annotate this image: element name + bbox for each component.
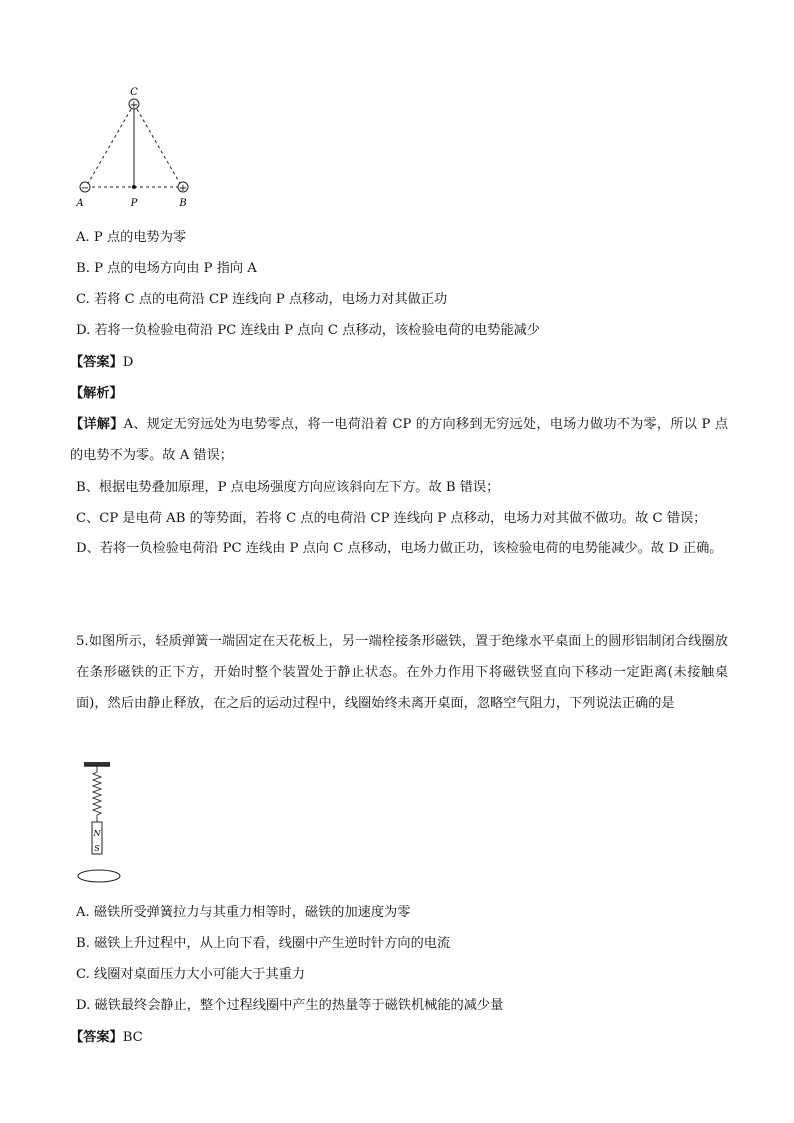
aluminum-coil: [78, 870, 120, 882]
q5-answer-value: BC: [122, 1030, 143, 1045]
magnet-n-label: N: [93, 829, 101, 838]
charge-c-sign: +: [129, 100, 139, 111]
label-p: P: [130, 198, 138, 209]
q4-option-c: C. 若将 C 点的电荷沿 CP 连线向 P 点移动，电场力对其做正功: [76, 292, 448, 307]
q4-option-a: A. P 点的电势为零: [76, 230, 187, 245]
spring-coil: [93, 766, 101, 822]
charge-triangle-figure: [70, 84, 210, 214]
q5-option-d: D. 磁铁最终会静止，整个过程线圈中产生的热量等于磁铁机械能的减少量: [76, 998, 504, 1013]
q4-detail-d: D、若将一负检验电荷沿 PC 连线由 P 点向 C 点移动，电场力做正功，该检验电荷的电势能减少。故 D 正确。: [76, 541, 723, 556]
q5-option-c: C. 线圈对桌面压力大小可能大于其重力: [76, 967, 306, 982]
q4-detail-tag: 【详解】: [70, 417, 124, 432]
label-a: A: [76, 198, 84, 209]
magnet-s-label: S: [94, 844, 100, 853]
q4-detail-a-text: A、规定无穷远处为电势零点，将一电荷沿着 CP 的方向移到无穷远处，电场力做功不为零，所以 P 点的电势不为零。故 A 错误；: [70, 417, 729, 463]
charge-a-sign: −: [80, 183, 90, 194]
q4-option-d: D. 若将一负检验电荷沿 PC 连线由 P 点向 C 点移动，该检验电荷的电势能减少: [76, 323, 540, 338]
spring-magnet-figure: [70, 756, 130, 886]
q4-detail-a: [70, 409, 728, 471]
q4-answer: [70, 354, 133, 372]
q4-option-b: B. P 点的电场方向由 P 指向 A: [76, 261, 257, 276]
charge-b-sign: +: [178, 183, 188, 194]
q4-detail-c: C、CP 是电荷 AB 的等势面，若将 C 点的电荷沿 CP 连线向 P 点移动，电场力对其做不做功。故 C 错误；: [76, 511, 707, 526]
q5-answer-tag: 【答案】: [70, 1030, 123, 1045]
q4-analysis-label: 【解析】: [70, 386, 123, 401]
dashed-line-ca: [86, 104, 134, 187]
q4-answer-tag: 【答案】: [70, 355, 123, 370]
q5-answer: [70, 1029, 143, 1047]
label-b: B: [179, 198, 187, 209]
q4-analysis-tag: [70, 385, 123, 403]
label-c: C: [130, 87, 138, 98]
point-p-dot: [132, 185, 136, 189]
dashed-line-cb: [134, 104, 182, 187]
q4-answer-value: D: [122, 355, 134, 370]
q5-option-b: B. 磁铁上升过程中，从上向下看，线圈中产生逆时针方向的电流: [76, 936, 451, 951]
q5-option-a: A. 磁铁所受弹簧拉力与其重力相等时，磁铁的加速度为零: [76, 905, 411, 920]
q4-detail-b: B、根据电势叠加原理，P 点电场强度方向应该斜向左下方。故 B 错误；: [76, 480, 500, 495]
q5-stem: 5.如图所示，轻质弹簧一端固定在天花板上，另一端栓接条形磁铁，置于绝缘水平桌面上的圆形铝制闭合线圈放在条形磁铁的正下方，开始时整个装置处于静止状态。在外力作用下将磁铁竖直向下移动一定距离(未接触桌面)，然后由静止释放，在之后的运动过程中，线圈始终未离开桌面，忽略空气阻力，下列说法正确的是: [76, 634, 728, 711]
